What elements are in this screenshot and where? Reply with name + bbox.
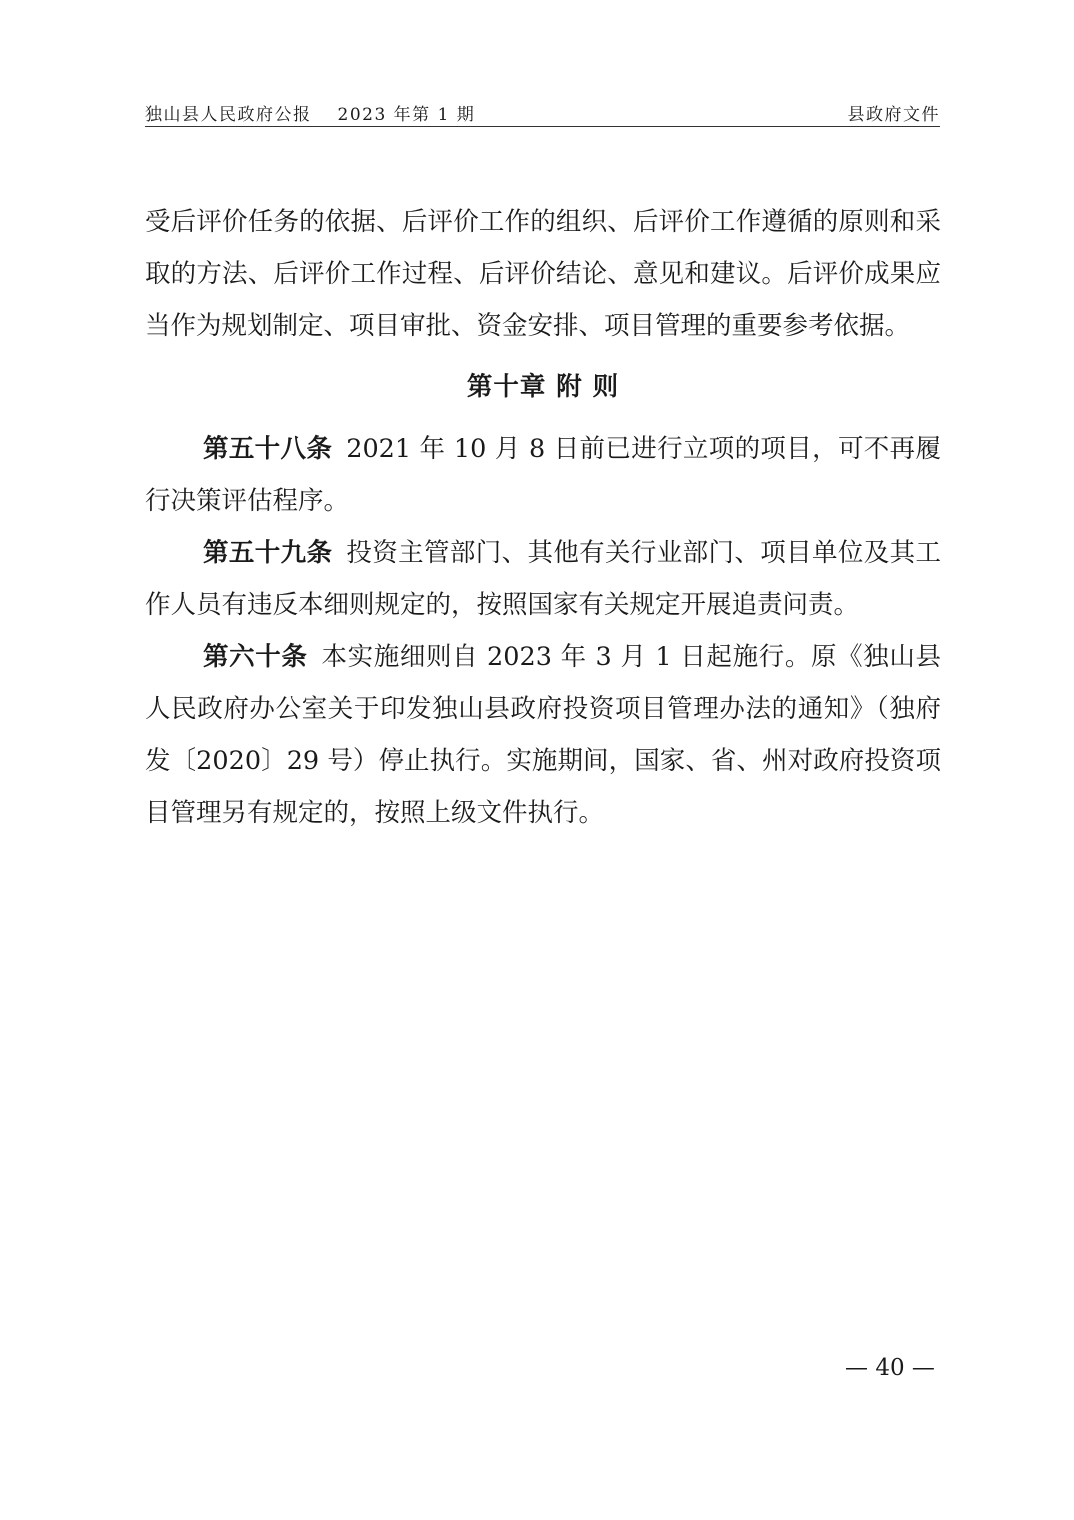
article-text: 本实施细则自 2023 年 3 月 1 日起施行。原《独山县人民政府办公室关于印发独山县政府投资项目管理办法的通知》（独府发〔2020〕29 号）停止执行。实施期间，国家、省、州对政府投资项目管理另有规定的，按照上级文件执行。 bbox=[145, 642, 941, 828]
article-text: 2021 年 10 月 8 日前已进行立项的项目，可不再履行决策评估程序。 bbox=[145, 434, 941, 516]
article-58 bbox=[145, 423, 941, 527]
article-60 bbox=[145, 631, 941, 839]
page-number: — 40 — bbox=[845, 1355, 935, 1381]
running-header bbox=[145, 104, 940, 126]
publication-title: 独山县人民政府公报 bbox=[145, 105, 312, 125]
article-59 bbox=[145, 527, 941, 631]
continuation-paragraph: 受后评价任务的依据、后评价工作的组织、后评价工作遵循的原则和采取的方法、后评价工作过程、后评价结论、意见和建议。后评价成果应当作为规划制定、项目审批、资金安排、项目管理的重要参考依据。 bbox=[145, 207, 941, 341]
header-left bbox=[145, 104, 475, 126]
article-text: 投资主管部门、其他有关行业部门、项目单位及其工作人员有违反本细则规定的，按照国家有关规定开展追责问责。 bbox=[145, 538, 941, 620]
section-title: 县政府文件 bbox=[847, 105, 940, 125]
article-label: 第五十八条 bbox=[203, 434, 333, 464]
chapter-title: 第十章 附 则 bbox=[466, 372, 620, 402]
issue-number: 2023 年第 1 期 bbox=[337, 105, 476, 125]
article-label: 第五十九条 bbox=[203, 538, 333, 568]
header-divider bbox=[145, 126, 940, 127]
article-label: 第六十条 bbox=[203, 642, 308, 672]
document-body bbox=[145, 196, 941, 839]
